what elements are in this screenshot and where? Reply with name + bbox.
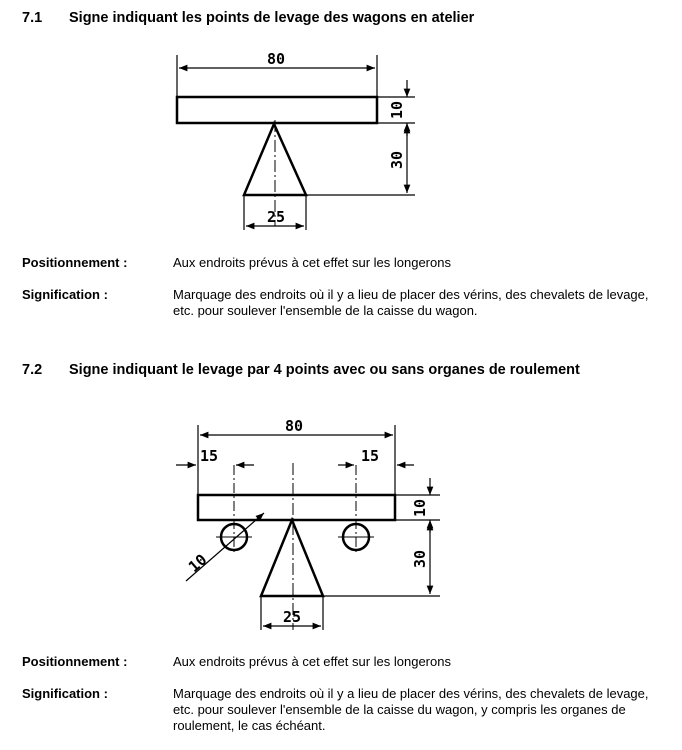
section-7-2-heading — [22, 362, 580, 378]
section-number: 7.1 — [22, 10, 43, 26]
dim-circle-label: 10 — [184, 550, 211, 576]
dim-25-label: 25 — [282, 608, 302, 626]
dim-15-right-label: 15 — [360, 447, 380, 465]
dim-10-label: 10 — [411, 498, 429, 518]
signification-text: Marquage des endroits où il y a lieu de placer des vérins, des chevalets de levage, etc. pour soulever l'ensemble de la caisse du wagon, y compris les organes de roulement, le cas échéant. — [173, 686, 649, 733]
positionnement-text: Aux endroits prévus à cet effet sur les longerons — [173, 654, 451, 669]
positionnement-label: Positionnement : — [22, 654, 128, 669]
section-number: 7.2 — [22, 362, 43, 378]
section-title: Signe indiquant les points de levage des wagons en atelier — [69, 10, 475, 26]
signification-label: Signification : — [22, 686, 108, 701]
positionnement-text: Aux endroits prévus à cet effet sur les longerons — [173, 255, 451, 270]
dim-30-label: 30 — [388, 150, 406, 170]
dim-25-label: 25 — [266, 208, 286, 226]
beam-rect — [177, 97, 377, 123]
figure-7-1 — [177, 55, 415, 230]
dim-80-label: 80 — [266, 50, 286, 68]
beam-rect — [198, 495, 395, 520]
positionnement-label: Positionnement : — [22, 255, 128, 270]
dim-15-left-label: 15 — [199, 447, 219, 465]
support-triangle — [261, 520, 323, 596]
dim-30-label: 30 — [411, 549, 429, 569]
dim-80-label: 80 — [284, 417, 304, 435]
section-title: Signe indiquant le levage par 4 points avec ou sans organes de roulement — [69, 362, 580, 378]
signification-label: Signification : — [22, 287, 108, 302]
dim-10-label: 10 — [388, 100, 406, 120]
signification-text: Marquage des endroits où il y a lieu de placer des vérins, des chevalets de levage, etc. pour soulever l'ensemble de la caisse du wagon. — [173, 287, 649, 318]
